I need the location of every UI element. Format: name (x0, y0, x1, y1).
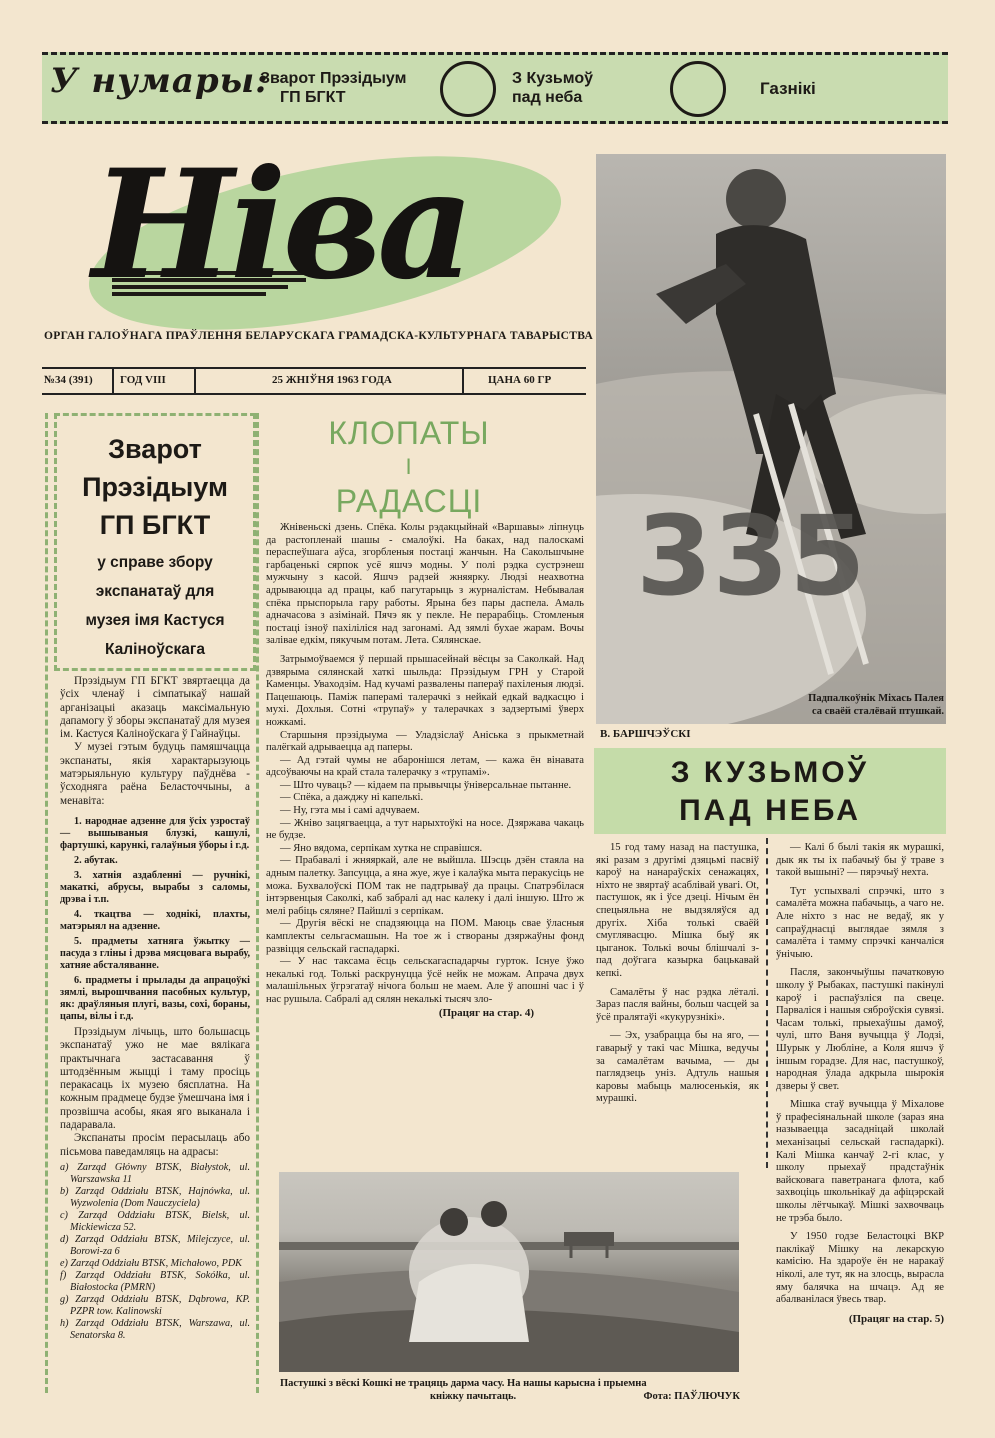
banner-label: У нумары: (50, 61, 269, 101)
banner-item-kuzma-line1: З Кузьмоў (512, 70, 594, 87)
pilot-caption-line2: са сваёй сталёвай птушкай. (811, 706, 944, 717)
pilot-photo-credit: В. БАРШЧЭЎСКІ (600, 728, 691, 740)
klopaty-paragraph: — Што чуваць? — кідаем па прывычцы ўніверсальнае пытанне. (280, 779, 572, 791)
appeal-paragraph: Прэзідыум лічыць, што большасць экспанатаў ужо не мае вялікага практычнага застасавання ў штодзённым жыцці і таму просіць перакасаць іх музею бясплатна. На кожным прадмеце будзе ўмешчана імя і прозвішча асобы, якая яго выканала і падаравала. (60, 1025, 250, 1132)
appeal-subtitle-3: музея імя Кастуся (85, 612, 225, 629)
appeal-title-2: Прэзідыум (82, 472, 228, 502)
kuzma-title-2: ПАД НЕБА (679, 794, 861, 827)
appeal-headline-box (54, 413, 256, 671)
appeal-paragraph: Прэзідыум ГП БГКТ звяртаецца да ўсіх членаў і сімпатыкаў нашай арганізацыі аказаць максімальную дапамогу ў зборы экспанатаў для музея ім. Кастуся Каліноўскага ў Гайнаўцы. (60, 675, 250, 741)
column-divider (766, 838, 768, 1168)
shepherd-girls-caption (280, 1377, 740, 1403)
issue-date: 25 ЖНІЎНЯ 1963 ГОДА (272, 374, 392, 386)
pilot-caption-line1: Падпалкоўнік Міхась Палея (808, 693, 944, 704)
ring-ornament-left (440, 61, 496, 117)
kuzma-paragraph: Мішка стаў вучыцца ў Міхалове ў прафесіянальнай школе (зараз яна называецца засадніцай школай механізацыі сельскай гаспадаркі). Калі Мішка канчаў 2-гі клас, у школу прыехаў прадстаўнік вайсковага паветранага флота, каб захвоціць школьнікаў да афіцэрскай школы лётчыкаў. Мішкі захвочваць не трэба было. (776, 1099, 944, 1224)
address-item: f) Zarząd Oddziału BTSK, Sokółka, ul. Białostocka (PMRN) (60, 1269, 250, 1293)
appeal-body (60, 675, 250, 1342)
address-item: d) Zarząd Oddziału BTSK, Milejczyce, ul. Borowi‑za 6 (60, 1233, 250, 1257)
exhibit-list-item: 6. прадметы і прылады да апрацоўкі зямлі, вырошчвання пасобных культур, як: драўляныя плугі, вазы, сохі, бораны, цапы, вілы і г.д. (60, 974, 250, 1022)
kuzma-column-2 (776, 842, 944, 1325)
shepherd-girls-drawing (279, 1172, 739, 1372)
kuzma-paragraph: 15 год таму назад на пастушка, які разам з другімі дзяцьмі пасвіў кароў на нанараўскіх сенажацях, ніхто не звяртаў асаблівай увагі. Ot, пастушок, як і ўсе дзеці. Нічым ён спецыяльна не выдзяляўся ад другіх. Хіба толькі сваёй смуглявасцю. Мішка быў як цыганок. Толькі вочы блішчалі з-пад доўгага казырка бацькавай кепкі. (596, 842, 759, 979)
klopaty-paragraph: — Прабавалі і жняяркай, але не выйшла. Шэсць дзён стаяла на адным палетку. Запсуцца, а яна жуе, жуе і калаўка мыта перакусіць не можа. Бухвалоўскі ПОМ так не падтрываў да працы. Спатрэбілася інтэрвенцыя Саколкі, каб забралі ад нас калеку і далі іншую. Што ж мелі рабіць сяляне? Пайшлі з серпікам. (266, 855, 584, 917)
exhibit-list-item: 4. ткацтва — ходнікі, плахты, матэрыял на адзенне. (60, 908, 250, 932)
exhibit-list-item: 1. народнае адзенне для ўсіх узростаў — вышываныя блузкі, кашулі, фартушкі, карункі, галаўныя ўборы і г.д. (60, 815, 250, 851)
kuzma-column-1 (596, 842, 759, 1106)
klopaty-paragraph: — Ад гэтай чумы не абаронішся летам, — кажа ён вінавата адсоўваючы на край стала талерачку з «трупамі». (266, 754, 584, 779)
address-item: g) Zarząd Oddziału BTSK, Dąbrowa, KP. PZPR tow. Kalinowski (60, 1293, 250, 1317)
address-item: c) Zarząd Oddziału BTSK, Bielsk, ul. Mickiewicza 52. (60, 1209, 250, 1233)
exhibit-list (60, 816, 250, 1023)
kuzma-paragraph: Тут успыхвалі спрэчкі, што з самалёта можна пабачыць, а чаго не. Але ніхто з нас не ведаў, як у сапраўднасці выглядае зямля з самалёта і тамму спрэчкі канчаліся ўнічыю. (776, 885, 944, 960)
appeal-title-1: Зварот (108, 434, 202, 464)
address-item: a) Zarząd Główny BTSK, Białystok, ul. Warszawska 11 (60, 1161, 250, 1185)
kuzma-continued[interactable]: (Працяг на стар. 5) (848, 1312, 944, 1325)
appeal-right-border (256, 413, 259, 1393)
issue-year: ГОД VIII (120, 374, 166, 386)
issue-number: №34 (391) (44, 374, 93, 386)
kuzma-paragraph: У 1950 годзе Беластоцкі ВКР паклікаў Мішку на лекарскую камісію. На здароўе ён не наракаў ніколі, але тут, як на злосць, вырасла яму балячка на шчацэ. Ад яе абалванілася ўвесь твар. (776, 1231, 944, 1306)
aircraft-tail-number: 335 (636, 492, 866, 620)
newspaper-title: Ніва (92, 137, 471, 313)
klopaty-title-3: РАДАСЦІ (335, 483, 483, 519)
appeal-paragraph: У музеі гэтым будуць памяшчацца экспанаты, якія характарызуюць матэрыяльную культуру паўднёва - ўсходняга раёна Беласточчыны, а менавіта: (60, 741, 250, 807)
klopaty-paragraph: — Спёка, а дажджу ні капелькі. (280, 792, 424, 804)
klopaty-paragraph: — Другія вёскі не спадзяюцца на ПОМ. Маюць свае ўласныя камплекты сельгасмашын. На тое ж і створаны дзяржаўны фонд развіцця сельскай гаспадаркі. (266, 918, 584, 955)
kuzma-headline (594, 748, 946, 834)
banner-item-gazniki[interactable]: Газнікі (760, 79, 816, 98)
shepherd-girls-photo (279, 1172, 739, 1372)
banner-item-appeal[interactable] (260, 69, 406, 107)
pilot-caption (774, 692, 944, 718)
klopaty-paragraph: — Жніво зацягваецца, а тут нарыхтоўкі на носе. Дзяржава чакаць не будзе. (266, 817, 584, 842)
appeal-paragraph: Экспанаты просім перасылаць або пісьмова паведамляць на адрасы: (60, 1132, 250, 1158)
pilot-photo-drawing (596, 154, 946, 724)
klopaty-paragraph: Старшыня прэзідыума — Уладзіслаў Аніська з прыкметнай палёгкай адрываецца ад паперы. (266, 729, 584, 754)
appeal-subtitle-1: у справе збору (97, 554, 213, 571)
girls-photo-credit: Фота: ПАЎЛЮЧУК (643, 1391, 740, 1402)
klopaty-body (266, 522, 584, 1019)
klopaty-paragraph: — Ну, гэта мы і самі адчуваем. (280, 805, 420, 817)
organ-subtitle: ОРГАН ГАЛОЎНАГА ПРАЎЛЕННЯ БЕЛАРУСКАГА ГРАМАДСКА-КУЛЬТУРНАГА ТАВАРЫСТВА (44, 330, 594, 342)
appeal-subtitle-4: Каліноўскага (105, 641, 205, 658)
kuzma-paragraph: — Эх, узабрацца бы на яго, — гаварыў у такі час Мішка, ведучы за самалётам вачыма, — ды паглядзець уніз. Адтуль нашыя каровы мабыць малюсенькія, як мурашкі. (596, 1030, 759, 1105)
kuzma-paragraph: Пасля, закончыўшы пачатковую школу ў Рыбаках, пастушкі пакінулі кароў і распаўзліся па свеце. Парваліся і нашыя сяброўскія сувязі. Часам толькі, прыехаўшы дамоў, чулі, што Ваня вучыцца ў Лодзі, Шурык у Любліне, а Коля яшчэ ў іншым горадзе. Для нас, пастушкоў, народная ўлада адкрыла шырокія дзверы ў свет. (776, 967, 944, 1092)
exhibit-list-item: 2. абутак. (74, 854, 118, 866)
girls-caption-line2: кніжку пачытаць. (430, 1391, 517, 1402)
klopaty-continued[interactable]: (Працяг на стар. 4) (438, 1006, 534, 1019)
klopaty-headline (300, 413, 518, 521)
exhibit-list-item: 5. прадметы хатняга ўжытку — пасуда з гліны і дрэва мясцовага вырабу, хатняе абсталяванне. (60, 935, 250, 971)
pilot-photo (596, 154, 946, 724)
klopaty-paragraph: Жнівеньскі дзень. Спёка. Колы рэдакцыйнай «Варшавы» ліпнуць да растопленай шашы - смалоўкі. На баках, над палоскамі пераспеўшага аўса, згорбленыя постаці жанчын. На Сакольшчыне гарбаценькі сярпок усё яшчэ модны. У полі рэдка сустрэнеш мужчыну з касой. Яшчэ радзей жняярку. Людзі неахвотна адрываюцца ад працы, каб пагутарыць з журналістам. Небывалая спёка прыспорыла гару работы. Ярына без пары даспела. Амаль адначасова з азімінай. Пячэ як у пекле. Не перарабіць. Стомленыя постаці ізноў пахіліліся над загонамі. Ад зямлі бухае жарам. Вочы залівае едкім, пякучым потам. Лета. Сялянскае. (266, 522, 584, 647)
klopaty-paragraph: Затрымоўваемся ў першай прышасейнай вёсцы за Саколкай. Над дзвярыма сялянскай хаткі шыльда: Прэзідыум ГРН у Старой Каменцы. Уваходзім. Над кучамі развалены папераў пахіленыя людзі. Пацешаюць. Паміж паперамі талерачкі з нейкай едкай вадкасцю і мухі. Дохлыя. Сотні «трупаў» у талерачках з задзертымі ўверх ножкамі. (266, 653, 584, 728)
address-list (60, 1162, 250, 1342)
appeal-left-border (45, 413, 48, 1393)
ring-ornament-right (670, 61, 726, 117)
girls-caption-line1: Пастушкі з вёскі Кошкі не трацяць дарма часу. На нашы карысна і прыемна (280, 1378, 647, 1389)
appeal-subtitle-2: экспанатаў для (95, 583, 215, 600)
klopaty-paragraph: — Яно вядома, серпікам хутка не справішся. (280, 842, 483, 854)
appeal-title-3: ГП БГКТ (99, 510, 211, 540)
issue-price: ЦАНА 60 ГР (488, 374, 552, 386)
kuzma-paragraph: Самалёты ў нас рэдка лёталі. Зараз пасля вайны, больш часцей за ўсё пралятаўі «кукурузнікі». (596, 986, 759, 1023)
address-item: b) Zarząd Oddziału BTSK, Hajnówka, ul. Wyzwolenia (Dom Nauczyciela) (60, 1185, 250, 1209)
banner-item-appeal-line1: Зварот Прэзідыум (260, 70, 407, 87)
contents-banner (42, 52, 948, 124)
kuzma-title-1: З КУЗЬМОЎ (670, 756, 870, 789)
kuzma-paragraph: — Калі б былі такія як мурашкі, дык як ты іх пабачыў бы ў траве з такой вышыні? — пярэчыў нехта. (776, 842, 944, 879)
klopaty-title-1: КЛОПАТЫ (328, 415, 490, 451)
banner-item-appeal-line2: ГП БГКТ (280, 89, 346, 106)
banner-item-kuzma-line2: пад неба (512, 89, 583, 106)
klopaty-paragraph: — У нас таксама ёсць сельскагаспадарчы гурток. Існуе ўжо некалькі год. Толькі раскрунуцца ўсё нейк не можам. Апрача двух малашільных ўгрэгатаў нічога больш не маем. Але ў апошні час і ў нас рушыла. Сабралі ад сялян некалькі тысяч зло- (266, 956, 584, 1005)
exhibit-list-item: 3. хатнія аздабленні — ручнікі, макаткі, абрусы, вырабы з саломы, дрэва і т.п. (60, 869, 250, 905)
klopaty-title-2: І (405, 454, 413, 479)
issue-info-bar (42, 367, 586, 395)
address-item: h) Zarząd Oddziału BTSK, Warszawa, ul. Senatorska 8. (60, 1317, 250, 1341)
address-item: e) Zarząd Oddziału BTSK, Michałowo, PDK (60, 1257, 242, 1269)
banner-item-kuzma[interactable] (512, 69, 593, 107)
